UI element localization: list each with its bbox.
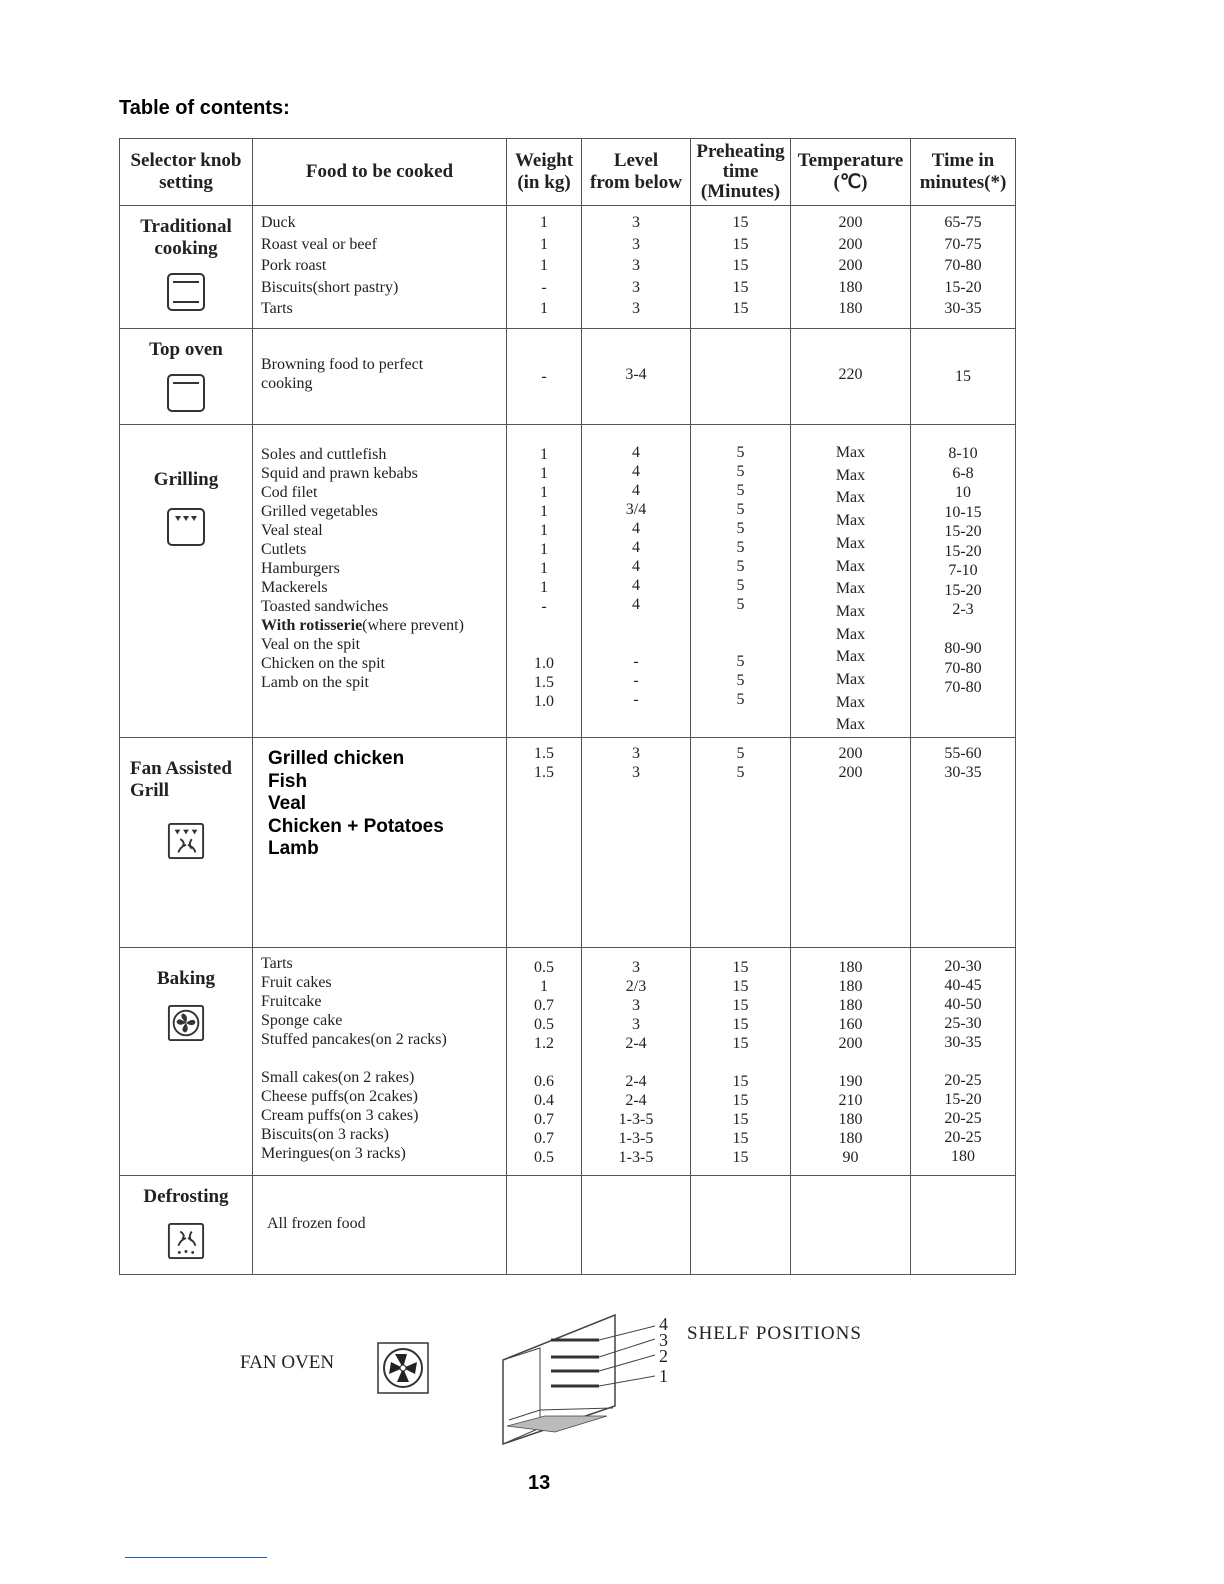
temp-traditional: 200 200 200 180 180 (838, 214, 863, 317)
weight-fan-grill: 1.5 1.5 (534, 745, 554, 782)
setting-name: Fan Assisted Grill (130, 758, 232, 802)
rotisserie-note: (where prevent) (362, 617, 464, 634)
weight-grilling: 1 1 1 1 1 1 1 1 - 1.0 1.5 1.0 (534, 446, 554, 710)
shelf-number-4: 4 (659, 1314, 668, 1334)
setting-grilling (120, 425, 253, 738)
weight-traditional: 1 1 1 - 1 (540, 214, 548, 317)
time-traditional: 65-75 70-75 70-80 15-20 30-35 (944, 214, 982, 317)
header-food: Food to be cooked (253, 139, 507, 206)
setting-name: Baking (156, 968, 216, 990)
header-level: Level from below (582, 139, 691, 206)
row-top-oven (120, 329, 1016, 425)
baking-fan-icon (167, 1004, 205, 1042)
header-preheat: Preheating time (Minutes) (691, 139, 791, 206)
traditional-cooking-icon (166, 272, 206, 312)
header-setting: Selector knob setting (120, 139, 253, 206)
foods-fan-grill: Grilled chicken Fish Veal Chicken + Potatoes Lamb (268, 748, 444, 860)
weight-top-oven: - (541, 368, 547, 385)
preheat-baking: 15 15 15 15 15 15 15 15 15 15 (732, 959, 749, 1167)
preheat-top-oven (691, 329, 790, 335)
setting-baking (120, 948, 253, 1176)
shelf-number-2: 2 (659, 1346, 668, 1366)
shelf-positions-title: SHELF POSITIONS (687, 1323, 862, 1344)
temp-baking: 180 180 180 160 200 190 210 180 180 90 (838, 959, 863, 1167)
level-top-oven: 3-4 (625, 366, 647, 383)
rotisserie-bold: With rotisserie (261, 617, 363, 634)
page-heading: Table of contents: (119, 97, 290, 119)
level-baking: 3 2/3 3 3 2-4 2-4 2-4 1-3-5 1-3-5 1-3-5 (618, 959, 654, 1167)
setting-fan-grill (120, 738, 253, 948)
time-fan-grill: 55-60 30-35 (944, 745, 982, 782)
level-traditional: 3 3 3 3 3 (632, 214, 640, 317)
setting-defrost (120, 1176, 253, 1275)
foods-grilling-spit: Veal on the spit Chicken on the spit Lamb on the spit (261, 636, 385, 691)
page-number: 13 (528, 1472, 551, 1494)
temp-defrost (791, 1176, 911, 1275)
setting-top-oven (120, 329, 253, 425)
defrost-icon (167, 1222, 205, 1260)
row-traditional (120, 206, 1016, 329)
header-weight: Weight (in kg) (507, 139, 582, 206)
preheat-fan-grill: 5 5 (736, 745, 745, 782)
level-fan-grill: 3 3 (632, 745, 640, 782)
shelf-number-1: 1 (659, 1366, 668, 1386)
setting-name: Defrosting (143, 1186, 229, 1208)
foods-defrost: All frozen food (267, 1215, 366, 1233)
foods-traditional: Duck Roast veal or beef Pork roast Biscuits(short pastry) Tarts (261, 214, 399, 317)
preheat-defrost (691, 1176, 791, 1275)
level-grilling: 4 4 4 3/4 4 4 4 4 4 - - - (625, 444, 647, 708)
row-defrost (120, 1176, 1016, 1275)
temp-top-oven: 220 (838, 366, 863, 383)
weight-defrost (507, 1176, 582, 1275)
preheat-grilling: 5 5 5 5 5 5 5 5 5 5 5 5 (736, 444, 745, 708)
time-defrost (911, 1176, 1016, 1275)
fan-grill-icon (167, 822, 205, 860)
header-temperature: Temperature (℃) (791, 139, 911, 206)
fan-oven-label: FAN OVEN (240, 1352, 335, 1373)
setting-name: Top oven (149, 339, 223, 360)
time-grilling: 8-10 6-8 10 10-15 15-20 15-20 7-10 15-20 2-3 80-90 70-80 70-80 (944, 445, 982, 696)
cooking-table (119, 138, 1016, 1275)
footer-rule (125, 1557, 267, 1558)
level-defrost (582, 1176, 691, 1275)
header-time: Time in minutes(*) (911, 139, 1016, 206)
row-baking (120, 948, 1016, 1176)
top-oven-icon (166, 373, 206, 413)
setting-name: Traditional cooking (140, 216, 232, 259)
weight-baking: 0.5 1 0.7 0.5 1.2 0.6 0.4 0.7 0.7 0.5 (534, 959, 554, 1167)
foods-baking: Tarts Fruit cakes Fruitcake Sponge cake Stuffed pancakes(on 2 racks) Small cakes(on 2 rakes) Cheese puffs(on 2cakes) Cream puffs(on 3 cakes) Biscuits(on 3 racks) Meringues(on 3 racks) (261, 955, 447, 1163)
grill-icon (166, 507, 206, 547)
preheat-traditional: 15 15 15 15 15 (732, 214, 749, 317)
fan-oven-icon (377, 1342, 429, 1394)
setting-traditional (120, 206, 253, 329)
shelf-positions-diagram (495, 1310, 675, 1450)
foods-top-oven: Browning food to perfect cooking (261, 356, 424, 392)
time-top-oven: 15 (955, 368, 971, 385)
time-baking: 20-30 40-45 40-50 25-30 30-35 20-25 15-20 20-25 20-25 180 (944, 958, 982, 1166)
rotisserie-line (253, 616, 506, 635)
header-row (120, 139, 1016, 206)
temp-fan-grill: 200 200 (838, 745, 863, 782)
shelf-number-3: 3 (659, 1330, 668, 1350)
setting-name: Grilling (153, 469, 219, 490)
row-fan-grill (120, 738, 1016, 948)
row-grilling (120, 425, 1016, 738)
temp-grilling: Max Max Max Max Max Max Max Max Max Max Max Max Max (835, 444, 866, 734)
foods-grilling: Soles and cuttlefish Squid and prawn kebabs Cod filet Grilled vegetables Veal steal Cutlets Hamburgers Mackerels Toasted sandwiches (261, 446, 418, 615)
